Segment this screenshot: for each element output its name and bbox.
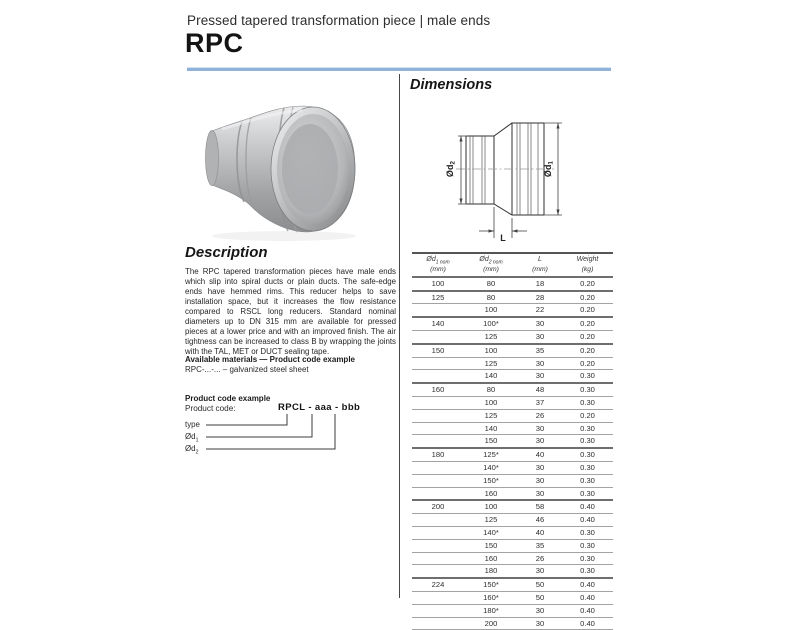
- table-row: [412, 448, 613, 461]
- table-cell: [412, 527, 464, 540]
- table-cell: 0.20: [580, 345, 595, 355]
- table-cell: [412, 474, 464, 487]
- table-cell: 40: [535, 528, 545, 538]
- col-header-d1: $Ød_{1 nom}$ (mm): [426, 256, 450, 274]
- table-cell: 18: [535, 278, 545, 288]
- table-cell: 37: [535, 398, 545, 408]
- table-cell: 0.40: [580, 618, 595, 628]
- table-row: [412, 291, 613, 304]
- table-cell: [412, 435, 464, 448]
- table-cell: 30: [535, 332, 545, 342]
- table-cell: [412, 487, 464, 500]
- table-cell: 160: [484, 553, 498, 563]
- table-cell: 160*: [483, 593, 499, 603]
- table-cell: 0.40: [580, 580, 595, 590]
- table-cell: [412, 462, 464, 475]
- col-header-weight: Weight (kg): [576, 256, 599, 274]
- table-row: [412, 331, 613, 344]
- table-cell: 0.40: [580, 502, 595, 512]
- table-cell: 26: [535, 410, 545, 420]
- table-cell: 30: [535, 436, 545, 446]
- table-cell: 100: [484, 345, 498, 355]
- table-cell: 80: [486, 385, 496, 395]
- table-row: [412, 592, 613, 605]
- table-cell: 150*: [483, 475, 499, 485]
- product-code-connector-lines: [185, 408, 350, 456]
- table-cell: 125: [431, 292, 445, 302]
- table-cell: [412, 592, 464, 605]
- table-cell: 100*: [483, 319, 499, 329]
- table-cell: 125: [484, 332, 498, 342]
- product-photo: [192, 97, 370, 243]
- table-cell: [412, 514, 464, 527]
- table-row: [412, 317, 613, 330]
- legend-d1: $Ød_1$: [185, 432, 199, 444]
- table-cell: 224: [431, 580, 445, 590]
- legend-d2: $Ød_2$: [185, 444, 199, 456]
- table-cell: 100: [484, 398, 498, 408]
- table-cell: 0.30: [580, 398, 595, 408]
- table-cell: [412, 617, 464, 630]
- table-cell: 50: [535, 593, 545, 603]
- table-cell: [412, 409, 464, 422]
- description-body: The RPC tapered transformation pieces have male ends which slip into spiral ducts or plain ducts. The safe-edge ends have hemmed rims. This reducer helps to save installation space, but it increases the flow resistance compared to RSCL long reducers. Standard nominal diameters up to DN 315 mm are available for pressed pieces at a lower price and with an improved finish. The air tightness can be increased to class B by wrapping the joints with the TAL, MET or DUCT sealing tape.: [185, 267, 396, 356]
- table-cell: 0.30: [580, 488, 595, 498]
- table-cell: 0.20: [580, 332, 595, 342]
- legend-type: type: [185, 420, 200, 429]
- table-row: [412, 357, 613, 370]
- product-code-label: Product code:: [185, 404, 236, 413]
- table-cell: 0.30: [580, 436, 595, 446]
- table-row: [412, 422, 613, 435]
- table-cell: 0.30: [580, 371, 595, 381]
- table-row: [412, 604, 613, 617]
- table-row: [412, 552, 613, 565]
- materials-heading: Available materials — Product code example: [185, 355, 355, 364]
- table-cell: 0.30: [580, 385, 595, 395]
- table-cell: 100: [484, 305, 498, 315]
- table-cell: 46: [535, 515, 545, 525]
- table-cell: 0.20: [580, 410, 595, 420]
- table-cell: 80: [486, 292, 496, 302]
- table-cell: 125*: [483, 450, 499, 460]
- table-row: [412, 487, 613, 500]
- table-cell: 100: [484, 502, 498, 512]
- table-cell: 125: [484, 358, 498, 368]
- table-cell: 48: [535, 385, 545, 395]
- table-cell: 0.30: [580, 553, 595, 563]
- table-cell: 0.20: [580, 292, 595, 302]
- dimension-drawing: [432, 107, 617, 249]
- table-cell: 125: [484, 410, 498, 420]
- table-cell: 26: [535, 553, 545, 563]
- table-cell: 200: [431, 502, 445, 512]
- table-cell: 28: [535, 292, 545, 302]
- table-cell: 200: [484, 618, 498, 628]
- accent-rule: [187, 67, 611, 71]
- table-cell: 0.20: [580, 358, 595, 368]
- table-row: [412, 617, 613, 630]
- drawing-l-label: L: [500, 233, 506, 243]
- table-cell: 0.40: [580, 593, 595, 603]
- table-cell: 30: [535, 371, 545, 381]
- table-cell: 0.40: [580, 605, 595, 615]
- table-row: [412, 474, 613, 487]
- table-cell: [412, 331, 464, 344]
- table-row: [412, 500, 613, 513]
- table-cell: 40: [535, 450, 545, 460]
- table-cell: [412, 422, 464, 435]
- description-heading: Description: [185, 244, 268, 261]
- table-cell: 35: [535, 345, 545, 355]
- table-cell: 140: [431, 319, 445, 329]
- table-cell: 0.30: [580, 528, 595, 538]
- table-cell: 150: [484, 436, 498, 446]
- column-divider: [399, 74, 400, 598]
- table-row: [412, 462, 613, 475]
- materials-line: RPC-...-... – galvanized steel sheet: [185, 365, 309, 374]
- table-cell: 80: [486, 278, 496, 288]
- page-subtitle: Pressed tapered transformation piece | male ends: [187, 13, 491, 28]
- table-cell: 30: [535, 423, 545, 433]
- table-cell: 30: [535, 475, 545, 485]
- table-cell: 22: [535, 305, 545, 315]
- table-row: [412, 344, 613, 357]
- table-cell: 0.40: [580, 515, 595, 525]
- table-cell: 30: [535, 358, 545, 368]
- table-cell: 30: [535, 618, 545, 628]
- table-row: [412, 435, 613, 448]
- dimensions-heading: Dimensions: [410, 77, 493, 93]
- table-cell: 58: [535, 502, 545, 512]
- table-cell: 180: [431, 450, 445, 460]
- table-cell: 0.30: [580, 475, 595, 485]
- table-row: [412, 409, 613, 422]
- table-row: [412, 383, 613, 396]
- table-cell: [412, 397, 464, 410]
- table-cell: 0.30: [580, 540, 595, 550]
- col-header-l: L (mm): [532, 256, 548, 274]
- table-row: [412, 565, 613, 578]
- table-cell: [412, 565, 464, 578]
- table-cell: 140: [484, 371, 498, 381]
- drawing-d1-label: Ød1: [543, 160, 555, 178]
- table-cell: 180*: [483, 605, 499, 615]
- table-cell: 150: [484, 540, 498, 550]
- table-cell: [412, 370, 464, 383]
- table-cell: 30: [535, 566, 545, 576]
- drawing-d2-label: Ød2: [445, 160, 457, 178]
- table-cell: 160: [431, 385, 445, 395]
- table-cell: 0.30: [580, 566, 595, 576]
- table-cell: 50: [535, 580, 545, 590]
- table-cell: 30: [535, 488, 545, 498]
- table-cell: [412, 539, 464, 552]
- table-row: [412, 539, 613, 552]
- table-cell: [412, 552, 464, 565]
- table-cell: 0.20: [580, 319, 595, 329]
- table-row: [412, 397, 613, 410]
- table-cell: 30: [535, 605, 545, 615]
- dimensions-table: [412, 252, 613, 630]
- product-code-heading: Product code example: [185, 394, 271, 403]
- table-cell: 0.30: [580, 450, 595, 460]
- table-row: [412, 277, 613, 291]
- table-cell: 30: [535, 319, 545, 329]
- table-row: [412, 514, 613, 527]
- table-cell: 30: [535, 463, 545, 473]
- table-cell: 0.20: [580, 278, 595, 288]
- table-cell: 160: [484, 488, 498, 498]
- page-title: RPC: [185, 28, 244, 58]
- table-cell: [412, 357, 464, 370]
- table-cell: 125: [484, 515, 498, 525]
- product-code-value: RPCL - aaa - bbb: [278, 402, 361, 413]
- table-cell: 0.30: [580, 463, 595, 473]
- table-cell: 0.20: [580, 305, 595, 315]
- table-row: [412, 578, 613, 591]
- table-cell: 140*: [483, 528, 499, 538]
- table-row: [412, 370, 613, 383]
- table-cell: 140: [484, 423, 498, 433]
- table-row: [412, 527, 613, 540]
- table-cell: 140*: [483, 463, 499, 473]
- table-row: [412, 304, 613, 317]
- dimensions-table-body: [412, 277, 613, 630]
- table-cell: 100: [431, 278, 445, 288]
- table-cell: 150*: [483, 580, 499, 590]
- col-header-d2: $Ød_{2 nom}$ (mm): [479, 256, 503, 274]
- table-cell: 150: [431, 345, 445, 355]
- table-cell: [412, 304, 464, 317]
- table-cell: 35: [535, 540, 545, 550]
- table-cell: [412, 604, 464, 617]
- table-cell: 0.30: [580, 423, 595, 433]
- table-cell: 180: [484, 566, 498, 576]
- table-header-row: [412, 253, 613, 277]
